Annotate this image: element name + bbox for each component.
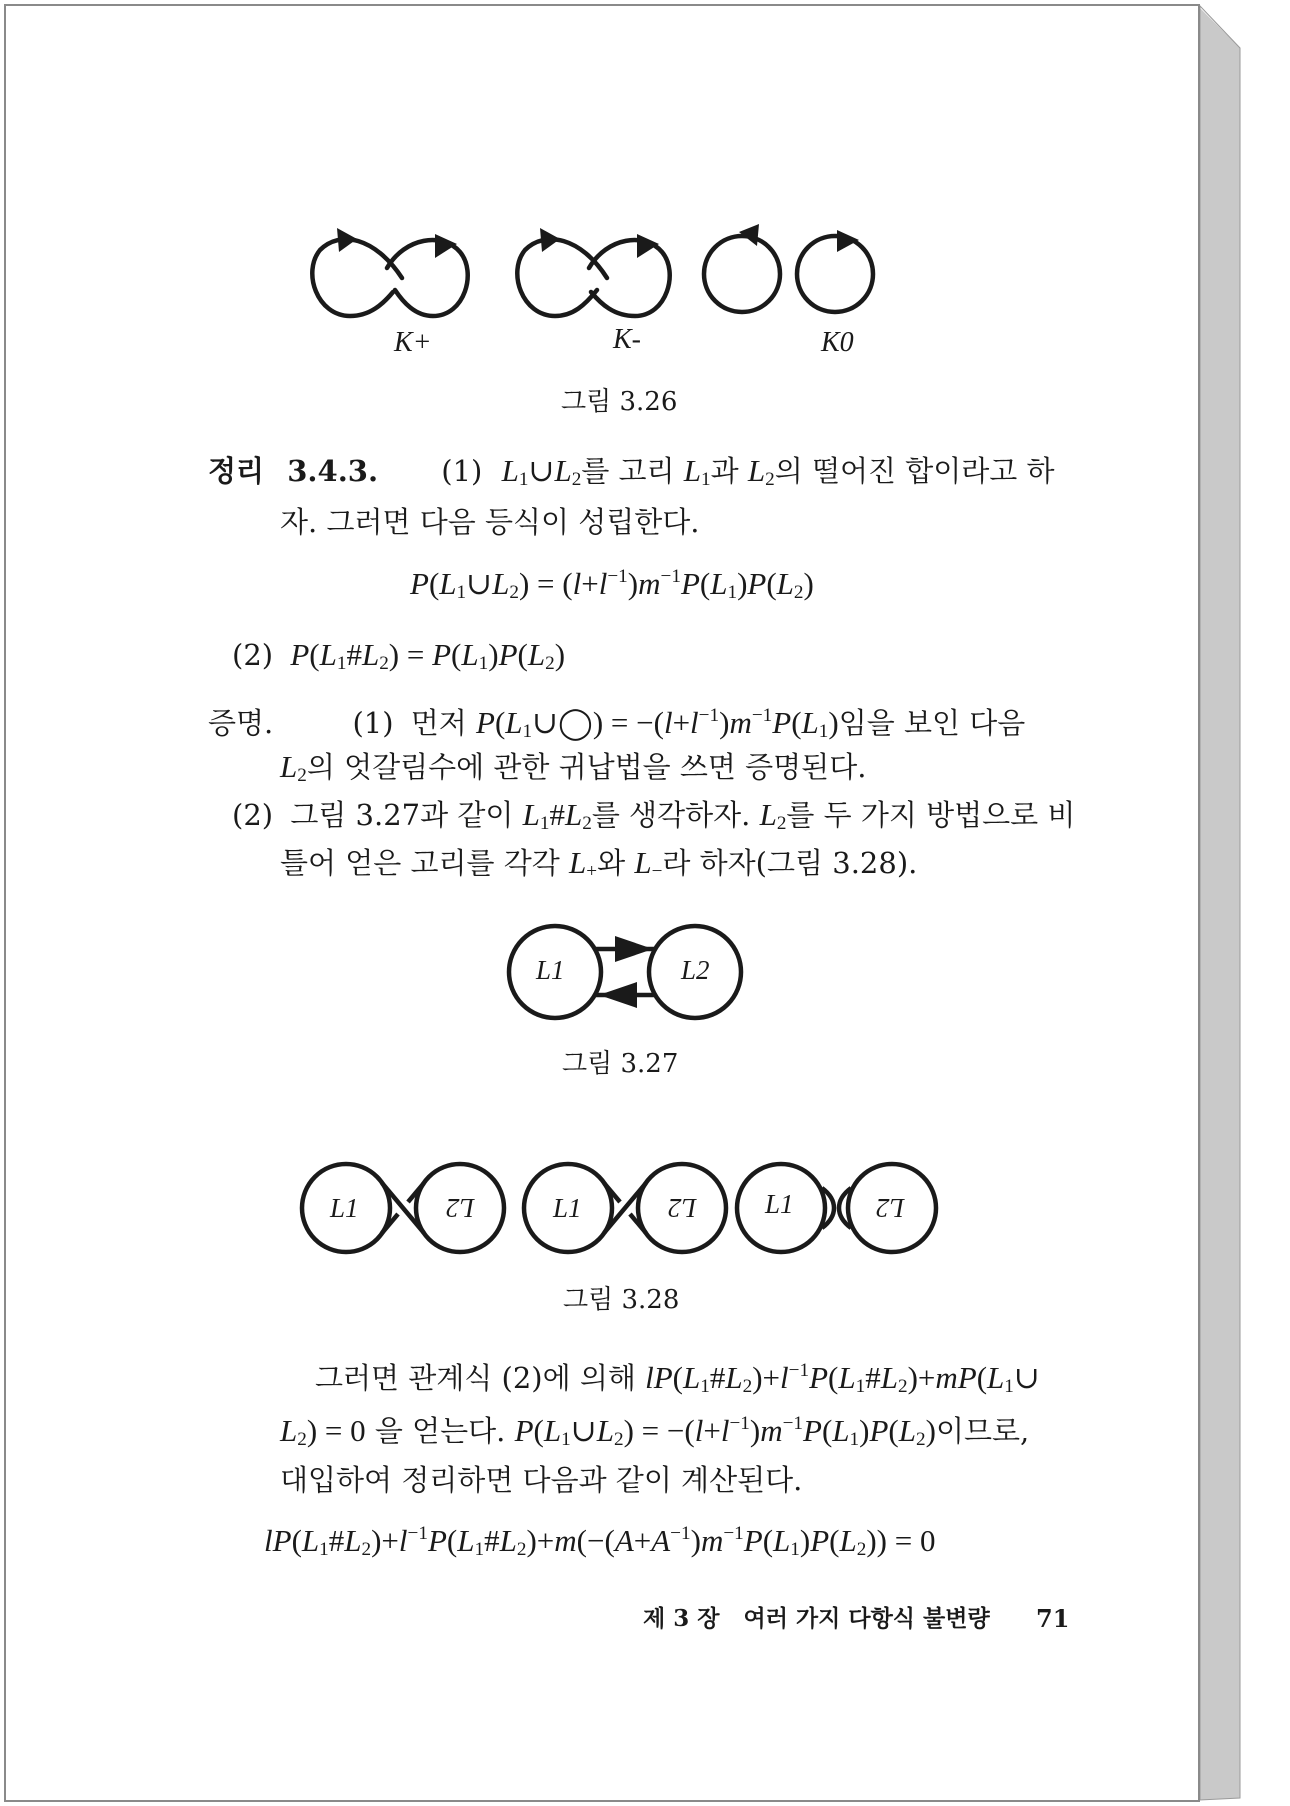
proof-item1-text-b: 임을 보인 다음 — [838, 706, 1026, 740]
theorem-item1-l1: $L_1$ — [683, 453, 711, 490]
theorem-item1-l2: $L_2$ — [747, 453, 775, 490]
figure-3-28-label-pair2-l1: L1 — [553, 1193, 582, 1223]
figure-3-27-label-l2: L2 — [681, 955, 710, 985]
proof-item2-sum: $L_1\#L_2$ — [522, 797, 592, 834]
k-zero-left-circle — [704, 236, 780, 312]
theorem-equation-1: $P(L_1\cup L_2) = (l+l^{-1})m^{-1}P(L_1)P(L_2)$ — [410, 566, 814, 603]
k-plus-arrow-right — [435, 234, 457, 258]
figure-3-28-label-pair1-l2: L2 — [446, 1193, 475, 1223]
figure-3-27-arrow-bottom — [599, 982, 637, 1008]
theorem-item1-text-c: 의 떨어진 합이라고 하 — [774, 454, 1055, 488]
figure-3-28-label-pair1-l1: L1 — [330, 1193, 359, 1223]
proof-item2-text-c: 를 두 가지 방법으로 비 — [786, 798, 1076, 832]
figure-3-26-caption: 그림 3.26 — [561, 387, 678, 417]
proof-label: 증명. — [208, 706, 274, 740]
theorem-item2-marker: (2) — [232, 638, 274, 672]
figure-3-27-caption: 그림 3.27 — [562, 1049, 679, 1079]
paragraph-equation-2b: $P(L_1\cup L_2) = -(l+l^{-1})m^{-1}P(L_1)P(L_2)$ — [514, 1413, 936, 1450]
proof-equation-1: $P(L_1\cup◯) = -(l+l^{-1})m^{-1}P(L_1)$ — [476, 705, 839, 742]
paragraph-line-1 — [315, 1360, 1040, 1396]
theorem-line-1 — [208, 453, 1055, 489]
paragraph-line2-text-a: 을 얻는다. — [374, 1414, 506, 1448]
figure-3-28 — [298, 1158, 938, 1258]
proof-line-3 — [232, 797, 1075, 833]
paragraph-equation-2a: $L_2) = 0$ — [280, 1413, 366, 1450]
figure-3-28-label-pair3-l1: L1 — [765, 1189, 794, 1219]
proof-item2-l2: $L_2$ — [759, 797, 787, 834]
theorem-number: 3.4.3. — [287, 454, 379, 488]
k-minus-arrow-left — [540, 228, 560, 252]
paragraph-line2-text-b: 이므로, — [935, 1414, 1030, 1448]
figure-3-28-label-pair3-l2: L2 — [876, 1193, 905, 1223]
figure-3-26-label-k-zero: K0 — [821, 327, 854, 358]
proof-line4-lminus: $L_-$ — [634, 845, 663, 882]
figure-3-26 — [305, 222, 865, 332]
proof-line4-text-a: 틀어 얻은 고리를 각각 — [280, 846, 560, 880]
proof-line4-text-c: 라 하자(그림 3.28). — [662, 846, 918, 880]
final-equation: $lP(L_1\#L_2)+l^{-1}P(L_1\#L_2)+m(-(A+A^{-1})m^{-1}P(L_1)P(L_2)) = 0$ — [264, 1523, 936, 1560]
theorem-label: 정리 — [208, 454, 265, 488]
k-minus-left-lobe — [517, 239, 607, 316]
k-zero-right-circle — [797, 236, 873, 312]
proof-line4-text-b: 와 — [597, 846, 626, 880]
proof-line2-text: 의 엇갈림수에 관한 귀납법을 쓰면 증명된다. — [306, 750, 867, 784]
footer-page-number: 71 — [1036, 1604, 1070, 1633]
proof-line2-l2: $L_2$ — [280, 749, 307, 786]
theorem-item1-union: $L_1\cup L_2$ — [501, 453, 582, 490]
paragraph-line-2 — [280, 1413, 1029, 1449]
paragraph-equation-1: $lP(L_1\#L_2)+l^{-1}P(L_1\#L_2)+mP(L_1\cup$ — [645, 1360, 1040, 1397]
figure-3-28-label-pair2-l2: L2 — [668, 1193, 697, 1223]
theorem-item1-text-a: 를 고리 — [581, 454, 675, 488]
figure-3-26-label-k-minus: K- — [613, 324, 641, 355]
figure-3-27-label-l1: L1 — [536, 955, 565, 985]
paragraph-line-3: 대입하여 정리하면 다음과 같이 계산된다. — [280, 1463, 803, 1497]
footer-chapter-title: 제 3 장 여러 가지 다항식 불변량 — [643, 1605, 990, 1632]
theorem-item-2 — [232, 637, 565, 673]
paragraph-line1-text: 그러면 관계식 (2)에 의해 — [315, 1361, 636, 1395]
theorem-item1-text-b: 과 — [710, 454, 739, 488]
k-plus-arrow-left — [337, 228, 357, 252]
proof-item2-text-b: 를 생각하자. — [591, 798, 751, 832]
proof-item2-text-a: 그림 3.27과 같이 — [290, 798, 514, 832]
proof-item1-marker: (1) — [352, 706, 394, 740]
figure-3-27-arrow-top — [615, 936, 653, 962]
proof-line-2 — [280, 749, 866, 785]
k-zero-arrow-right — [837, 230, 859, 252]
k-plus-right-lobe — [387, 240, 468, 316]
figure-3-26-label-k-plus: K+ — [394, 327, 432, 358]
proof-line-1 — [208, 705, 1025, 741]
k-minus-arrow-right — [637, 234, 659, 258]
k-minus-right-lobe — [589, 240, 670, 316]
theorem-item1-marker: (1) — [441, 454, 483, 488]
theorem-line-2: 자. 그러면 다음 등식이 성립한다. — [280, 505, 700, 539]
proof-line-4 — [280, 845, 917, 881]
figure-3-28-caption: 그림 3.28 — [563, 1285, 680, 1315]
proof-item2-marker: (2) — [232, 798, 274, 832]
k-plus-left-lobe — [312, 239, 402, 316]
proof-line4-lplus: $L_+$ — [569, 845, 598, 882]
theorem-equation-2: $P(L_1\#L_2) = P(L_1)P(L_2)$ — [290, 637, 566, 674]
proof-item1-text-a: 먼저 — [410, 706, 467, 740]
